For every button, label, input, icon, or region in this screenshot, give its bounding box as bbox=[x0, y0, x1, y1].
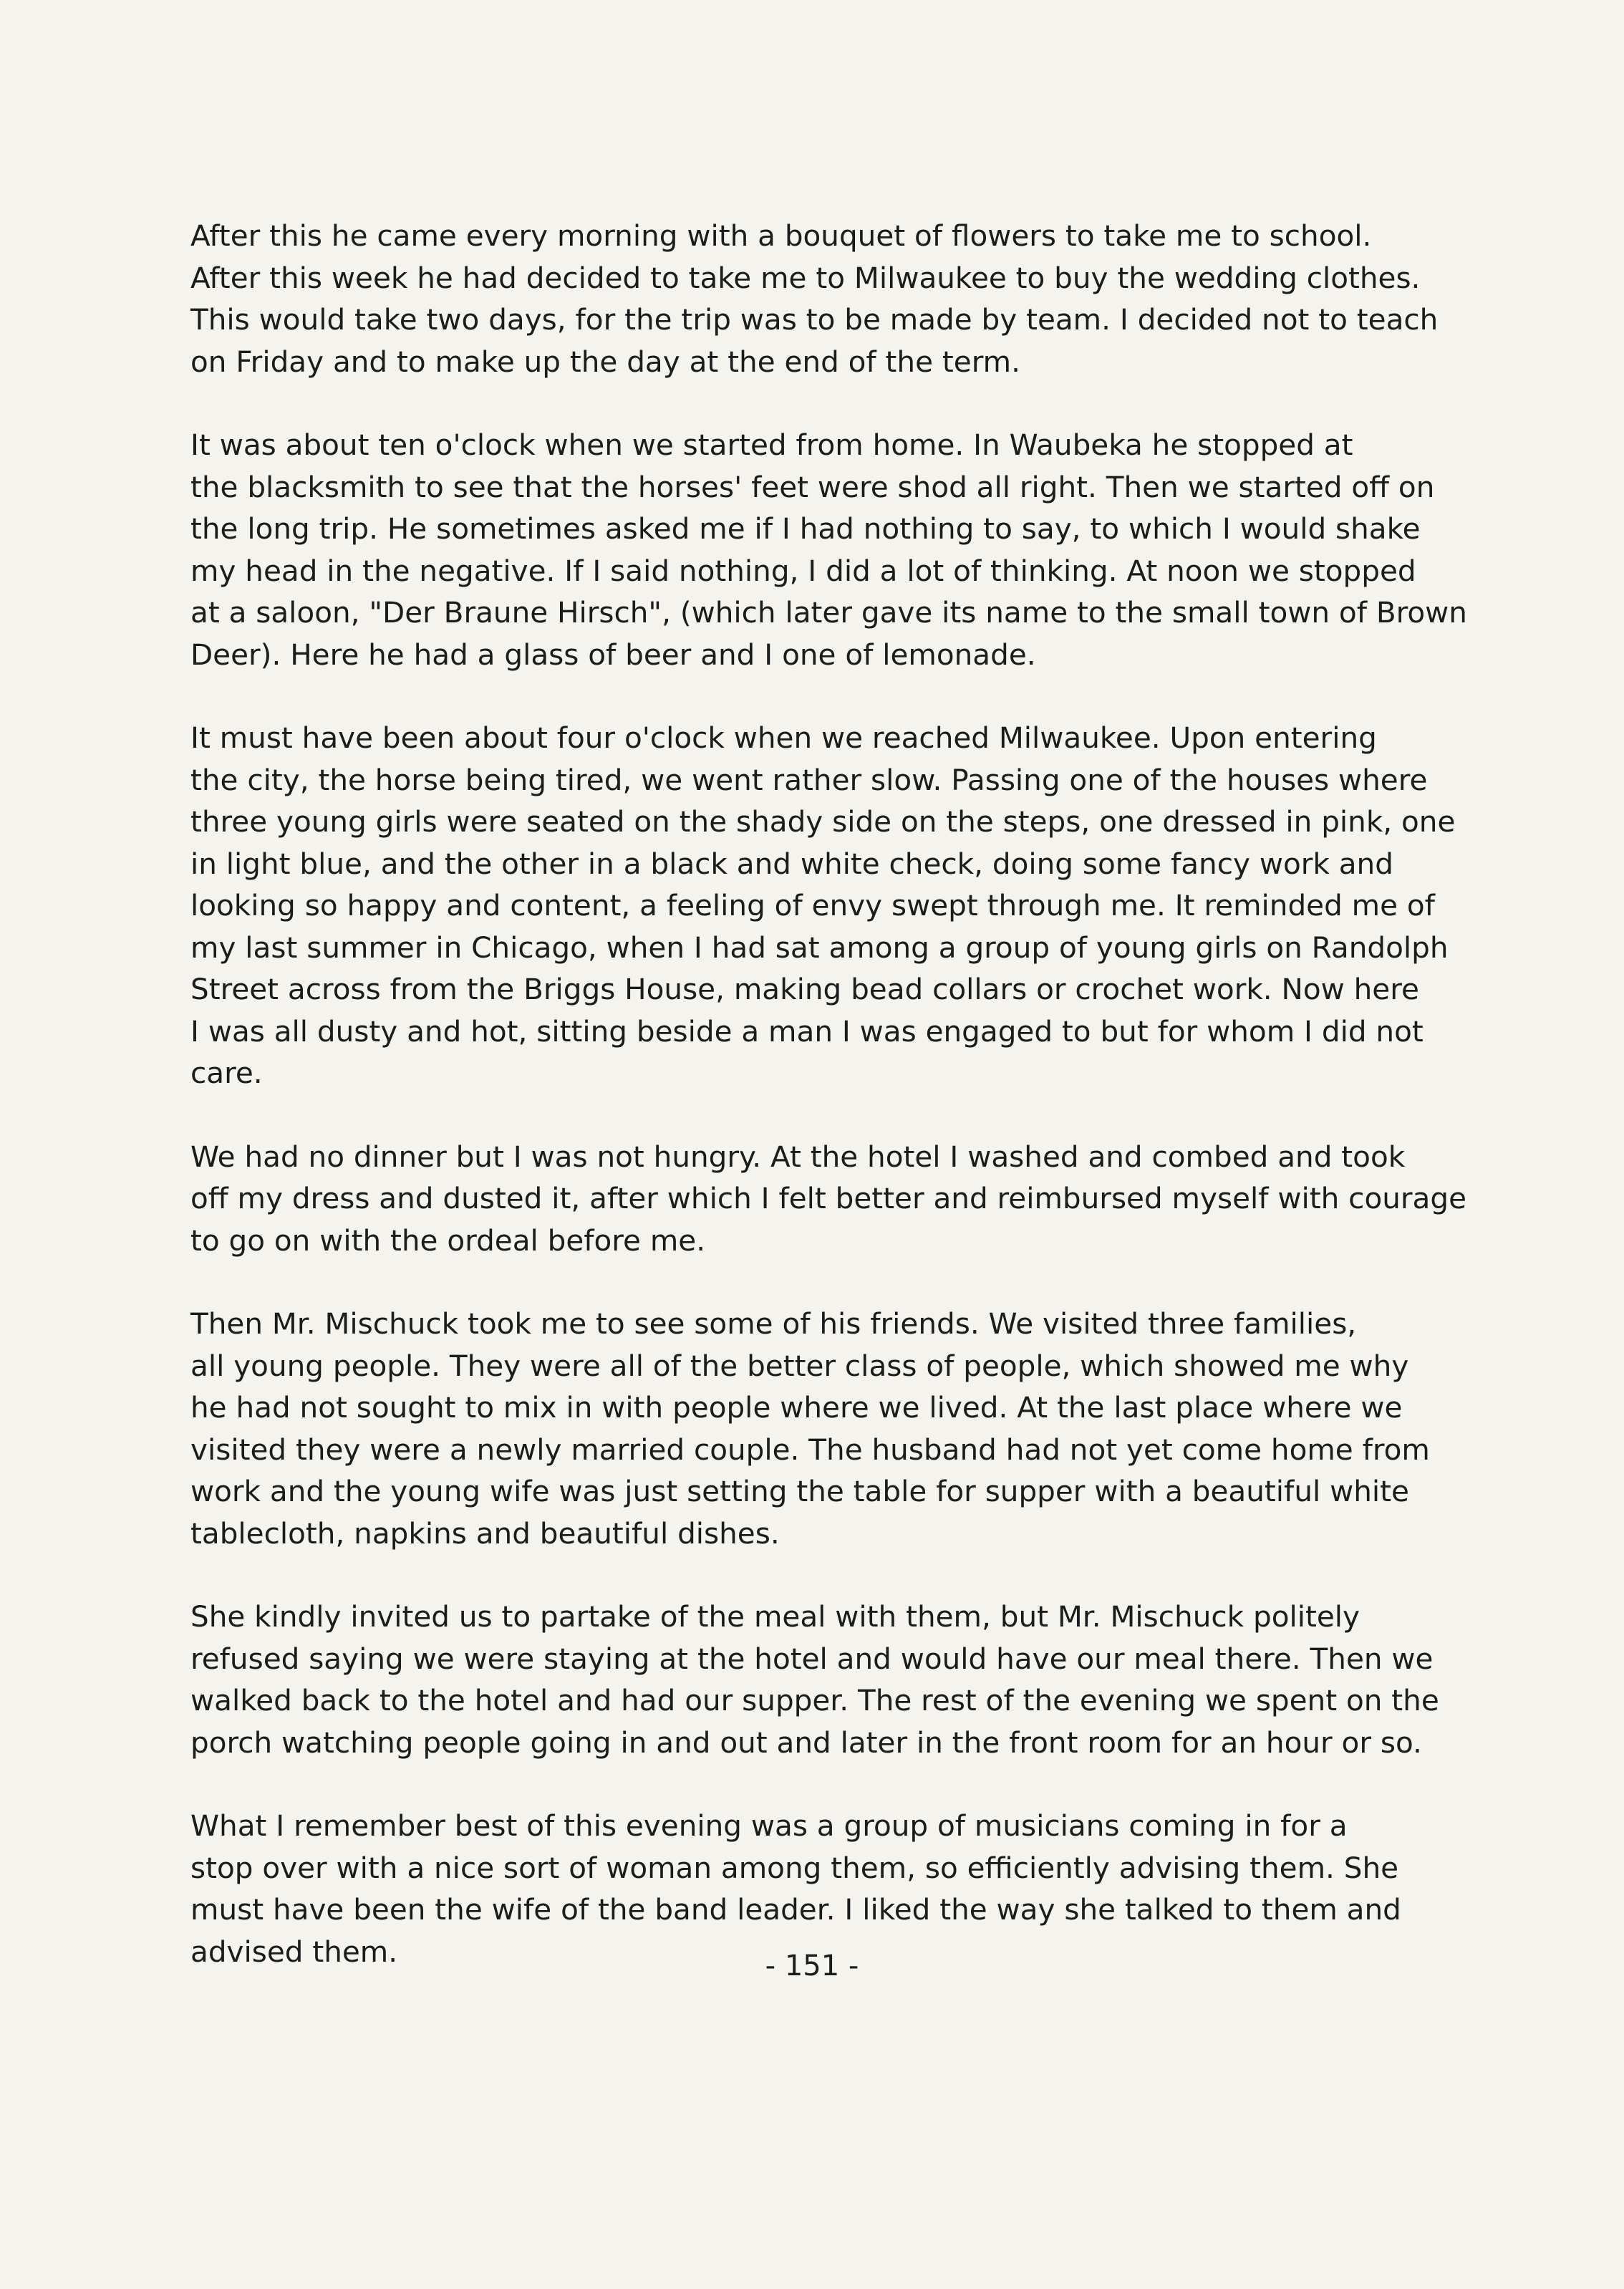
text-line: She kindly invited us to partake of the meal with them, but Mr. Mischuck politely bbox=[190, 1599, 1360, 1634]
text-line: stop over with a nice sort of woman among them, so efficiently advising them. She bbox=[190, 1850, 1399, 1885]
text-line: Street across from the Briggs House, making bead collars or crochet work. Now here bbox=[190, 972, 1419, 1006]
text-line: porch watching people going in and out and later in the front room for an hour or so. bbox=[190, 1725, 1422, 1760]
text-line: After this he came every morning with a bouquet of flowers to take me to school. bbox=[190, 218, 1372, 253]
text-line: at a saloon, "Der Braune Hirsch", (which later gave its name to the small town of Brown bbox=[190, 595, 1467, 630]
text-line: This would take two days, for the trip was to be made by team. I decided not to teach bbox=[190, 302, 1439, 337]
text-line: It must have been about four o'clock when we reached Milwaukee. Upon entering bbox=[190, 721, 1377, 755]
text-line: the city, the horse being tired, we went rather slow. Passing one of the houses where bbox=[190, 762, 1428, 797]
paragraph-7 bbox=[115, 1805, 1511, 1972]
paragraph-1 bbox=[115, 215, 1511, 382]
text-line: looking so happy and content, a feeling of envy swept through me. It reminded me of bbox=[190, 888, 1435, 922]
text-line: After this week he had decided to take me to Milwaukee to buy the wedding clothes. bbox=[190, 260, 1421, 295]
text-line: all young people. They were all of the better class of people, which showed me why bbox=[190, 1348, 1409, 1383]
text-line: to go on with the ordeal before me. bbox=[190, 1223, 706, 1258]
text-line: It was about ten o'clock when we started from home. In Waubeka he stopped at bbox=[190, 428, 1353, 462]
text-line: tablecloth, napkins and beautiful dishes. bbox=[190, 1515, 780, 1551]
text-line: work and the young wife was just setting the table for supper with a beautiful white bbox=[190, 1474, 1409, 1508]
text-line: visited they were a newly married couple. The husband had not yet come home from bbox=[190, 1432, 1430, 1467]
text-line: We had no dinner but I was not hungry. At the hotel I washed and combed and took bbox=[190, 1139, 1406, 1174]
text-line: Deer). Here he had a glass of beer and I one of lemonade. bbox=[190, 637, 1036, 672]
paragraph-5 bbox=[115, 1303, 1511, 1554]
text-line: in light blue, and the other in a black and white check, doing some fancy work and bbox=[190, 846, 1393, 881]
text-line: I was all dusty and hot, sitting beside a man I was engaged to but for whom I did not bbox=[190, 1013, 1424, 1049]
text-line: off my dress and dusted it, after which I felt better and reimbursed myself with courage bbox=[190, 1181, 1466, 1215]
text-line: he had not sought to mix in with people where we lived. At the last place where we bbox=[190, 1390, 1403, 1425]
text-line: Then Mr. Mischuck took me to see some of his friends. We visited three families, bbox=[190, 1306, 1357, 1341]
text-line: the blacksmith to see that the horses' feet were shod all right. Then we started off on bbox=[190, 469, 1435, 504]
text-line: three young girls were seated on the shady side on the steps, one dressed in pink, one bbox=[190, 804, 1456, 839]
text-line: on Friday and to make up the day at the end of the term. bbox=[190, 344, 1020, 379]
paragraph-6 bbox=[115, 1596, 1511, 1763]
body-text bbox=[115, 215, 1511, 2014]
text-line: refused saying we were staying at the hotel and would have our meal there. Then we bbox=[190, 1641, 1434, 1676]
text-line: What I remember best of this evening was a group of musicians coming in for a bbox=[190, 1808, 1348, 1843]
text-line: walked back to the hotel and had our supper. The rest of the evening we spent on the bbox=[190, 1683, 1439, 1717]
paragraph-4 bbox=[115, 1136, 1511, 1262]
text-line: my last summer in Chicago, when I had sat among a group of young girls on Randolph bbox=[190, 930, 1449, 965]
text-line: my head in the negative. If I said nothing, I did a lot of thinking. At noon we stopped bbox=[190, 553, 1416, 588]
paragraph-3 bbox=[115, 717, 1511, 1094]
paragraph-2 bbox=[115, 424, 1511, 675]
text-line: must have been the wife of the band leader. I liked the way she talked to them and bbox=[190, 1892, 1401, 1927]
text-line: care. bbox=[190, 1056, 263, 1090]
text-line: the long trip. He sometimes asked me if I had nothing to say, to which I would shake bbox=[190, 511, 1421, 546]
page-number: - 151 - bbox=[765, 1950, 859, 1982]
text-line: advised them. bbox=[190, 1934, 398, 1969]
